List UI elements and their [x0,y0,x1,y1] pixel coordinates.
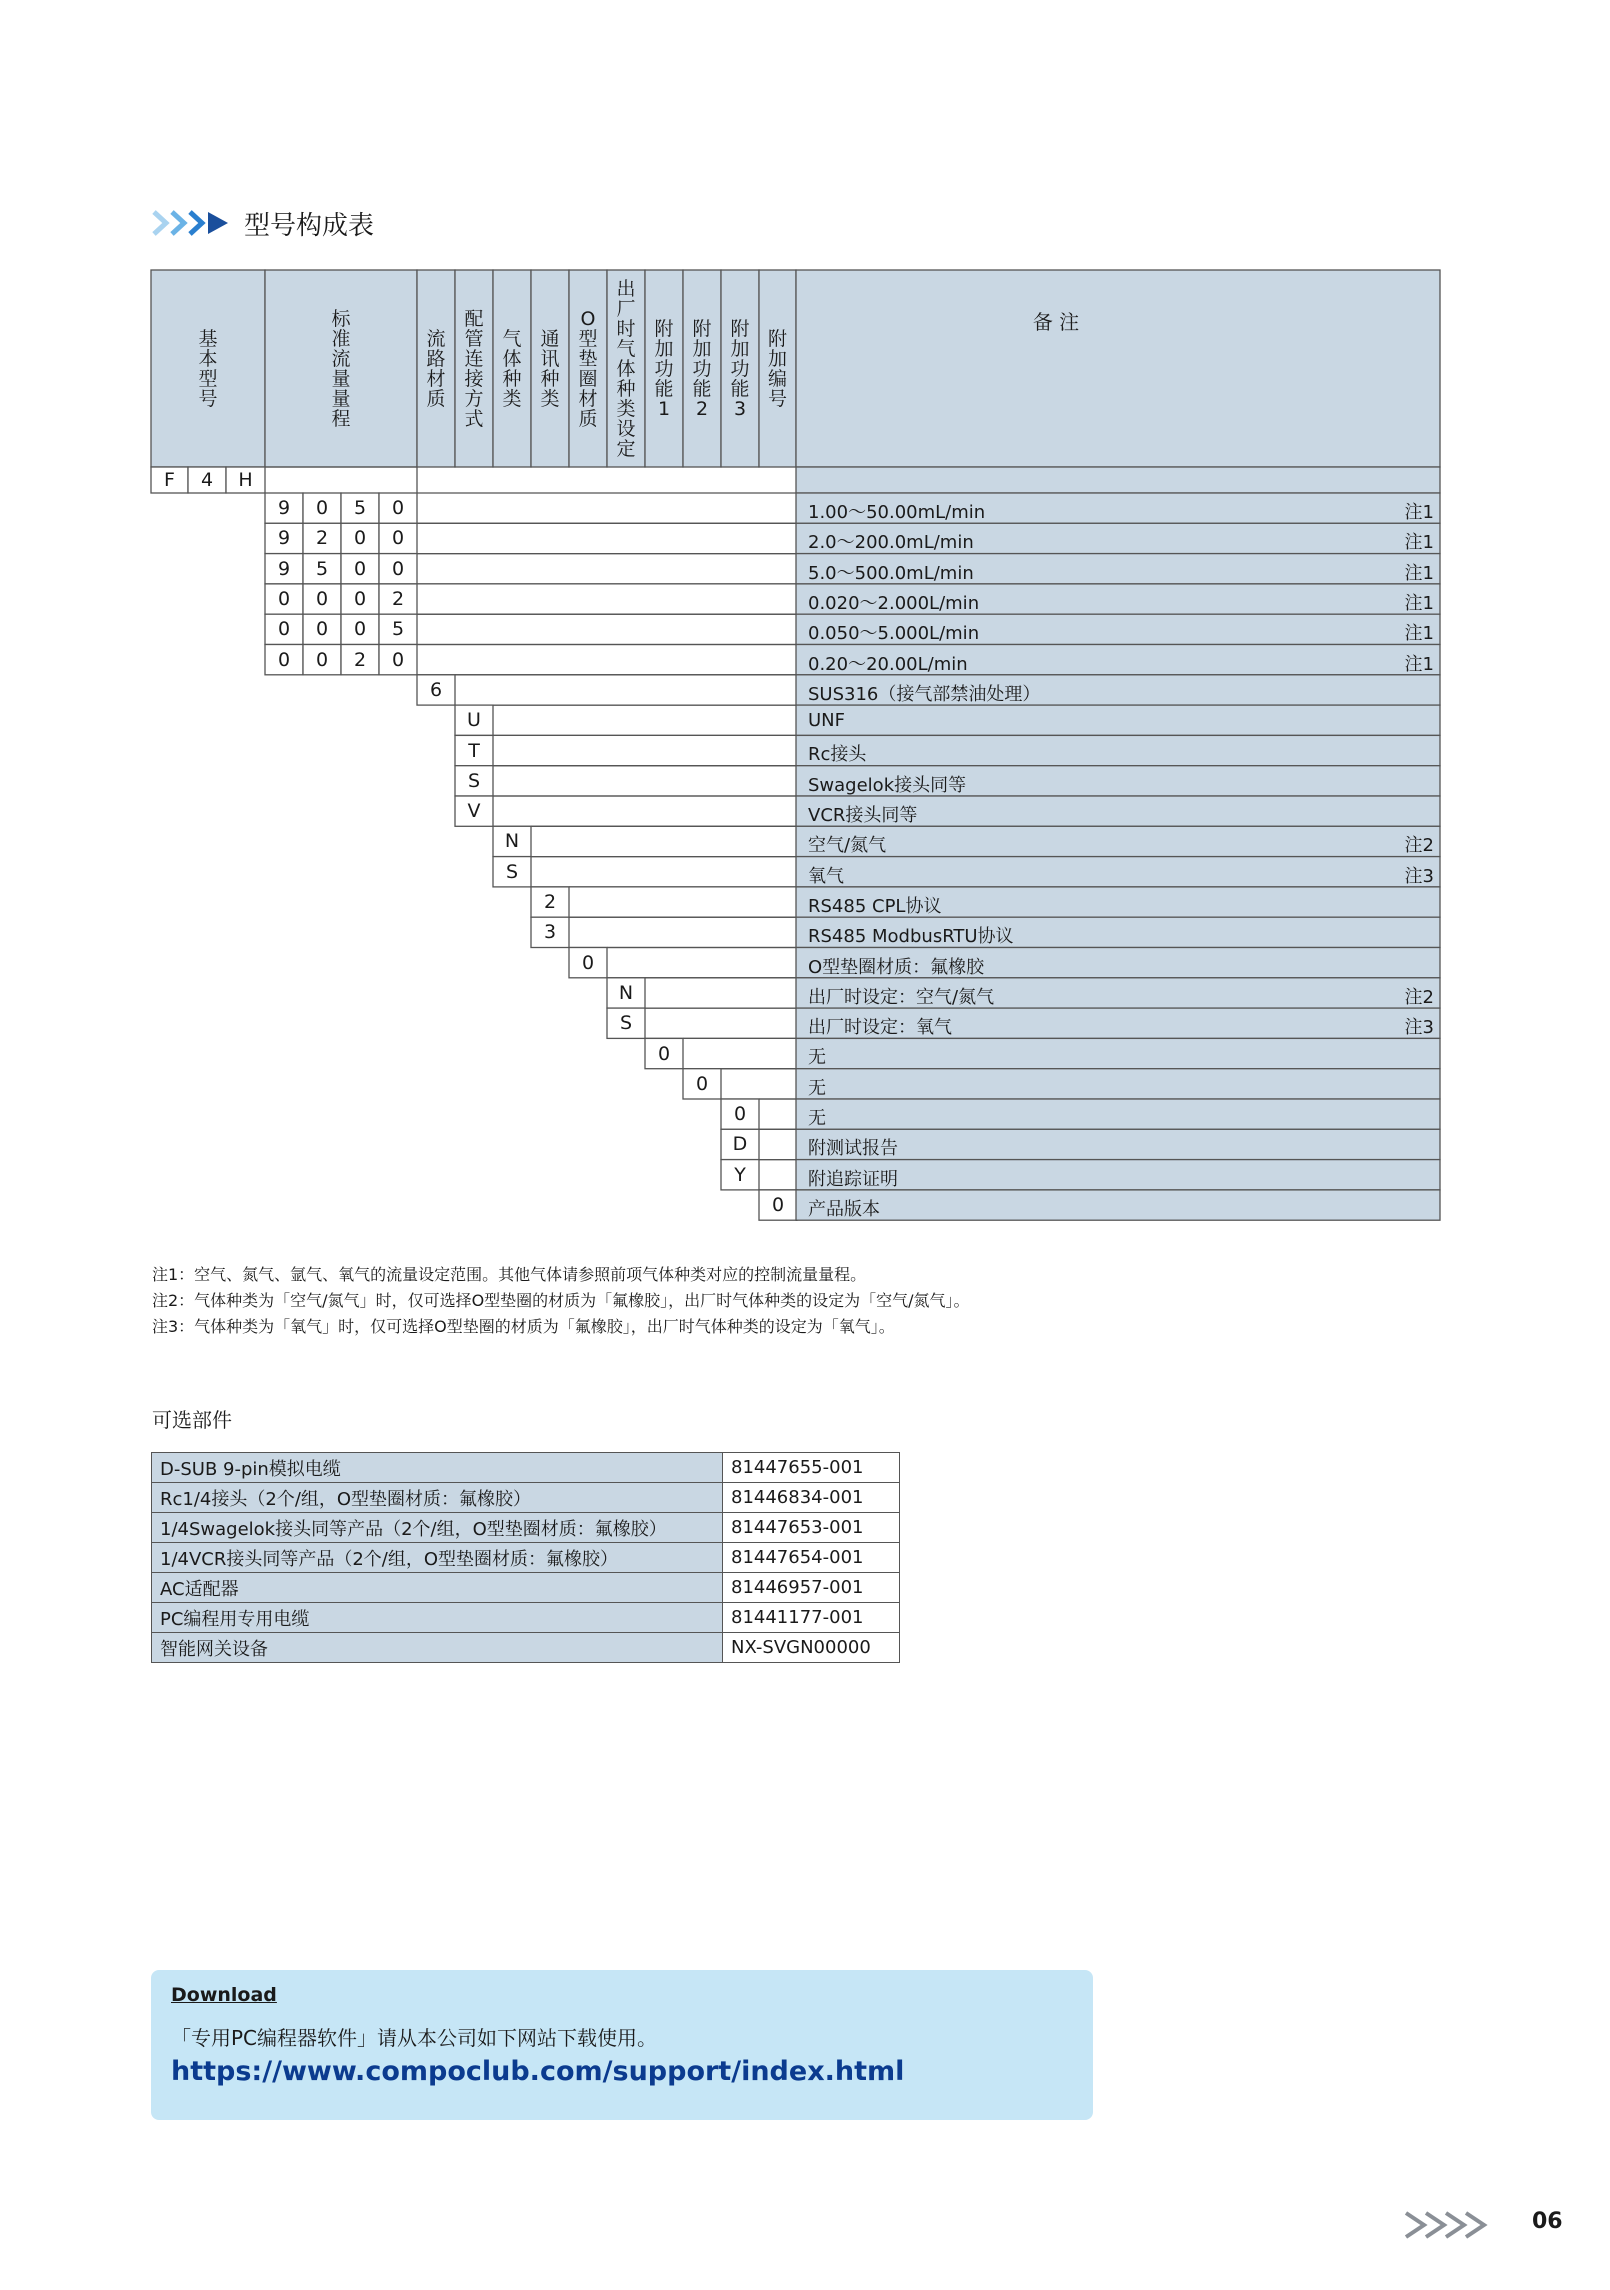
header-label: 附 加 功 能 1 [654,317,674,420]
header-label: 附 加 功 能 2 [692,317,712,420]
code-char: S [467,769,481,792]
part-number: NX-SVGN00000 [723,1633,900,1663]
footnote-2: 注2：气体种类为「空气/氮气」时，仅可选择O型垫圈的材质为「氟橡胶」，出厂时气体种类的设定为「空气/氮气」。 [152,1291,970,1310]
code-char: 9 [277,557,291,580]
row-note: 注1 [1404,653,1434,675]
code-char: 0 [391,557,405,580]
footnote-3: 注3：气体种类为「氧气」时，仅可选择O型垫圈的材质为「氟橡胶」，出厂时气体种类的设定为「氧气」。 [152,1317,895,1336]
row-note: 注1 [1404,592,1434,614]
code-char: 0 [353,557,367,580]
table-row [152,1513,900,1543]
part-name: D-SUB 9-pin模拟电缆 [152,1453,723,1483]
header-h-comm [531,270,569,467]
header-h-conn [455,270,493,467]
header-h-add1 [645,270,683,467]
code-char: 5 [391,618,405,641]
download-heading: Download [171,1984,277,2006]
code-char: S [619,1012,633,1035]
row-remark: 5.0～500.0mL/min [808,562,974,584]
download-box [151,1970,1093,2120]
row-note: 注2 [1404,986,1434,1008]
table-row [152,1633,900,1663]
part-name: AC适配器 [152,1573,723,1603]
row-remark: SUS316（接气部禁油处理） [808,683,1041,705]
row-remark: 1.00～50.00mL/min [808,502,986,523]
remarks-cell [796,735,1440,765]
header-label: 附 加 功 能 3 [730,317,750,420]
header-label: 标 准 流 量 量 程 [331,307,351,430]
remarks-header: 备 注 [1032,309,1080,334]
header-h-factory [607,270,645,467]
code-char: 2 [543,891,557,914]
code-char: 0 [733,1103,747,1126]
header-label: 流 路 材 质 [426,327,446,410]
row-remark: UNF [808,710,845,732]
code-char: 0 [657,1042,671,1065]
header-label: 气 体 种 类 [502,327,522,410]
header-h-gas [493,270,531,467]
download-link[interactable]: https://www.compoclub.com/support/index.html [171,2056,905,2087]
part-number: 81446834-001 [723,1483,900,1513]
code-char: 0 [353,588,367,611]
code-char: 3 [543,921,557,944]
optional-parts-title: 可选部件 [152,1408,232,1432]
row-note: 注1 [1404,562,1434,584]
code-char: 0 [315,648,329,671]
row-remark: Swagelok接头同等 [808,774,967,796]
row-remark: 出厂时设定：空气/氮气 [808,986,995,1008]
code-char: 0 [391,527,405,550]
header-label: 基 本 型 号 [198,327,218,410]
code-char: 5 [315,557,329,580]
code-char: D [732,1133,748,1156]
header-h-mat [417,270,455,467]
code-char: V [467,800,481,823]
row-remark: 0.020～2.000L/min [808,592,980,614]
part-name: 智能网关设备 [152,1633,723,1663]
header-h-flow [265,270,417,467]
row-remark: Rc接头 [808,744,867,766]
code-char: U [467,709,481,732]
code-char: 9 [277,497,291,520]
code-char: 0 [353,527,367,550]
code-char: 0 [315,588,329,611]
remarks-cell [796,826,1440,856]
remarks-cell [796,467,1440,493]
header-h-addnum [759,270,796,467]
code-char: 0 [581,951,595,974]
table-row [152,1543,900,1573]
code-char: 0 [391,648,405,671]
row-remark: 0.20～20.00L/min [808,653,968,675]
header-label: O 型 垫 圈 材 质 [578,307,598,430]
row-note: 注1 [1404,623,1434,645]
part-name: Rc1/4接头（2个/组，O型垫圈材质：氟橡胶） [152,1483,723,1513]
row-remark: 产品版本 [808,1198,880,1220]
part-number: 81441177-001 [723,1603,900,1633]
header-h-add3 [721,270,759,467]
base-code-char: H [238,469,253,491]
part-number: 81447653-001 [723,1513,900,1543]
row-remark: 附追踪证明 [808,1168,898,1190]
optional-parts-table [151,1452,900,1663]
footer-chevron-icon [1402,2208,1502,2242]
footnote-1: 注1：空气、氮气、氩气、氧气的流量设定范围。其他气体请参照前项气体种类对应的控制流量量程。 [152,1265,867,1284]
header-label: 出 厂 时 气 体 种 类 设 定 [616,277,636,460]
page-number: 06 [1532,2209,1563,2234]
code-char: 0 [277,588,291,611]
code-char: 0 [391,497,405,520]
code-char: 0 [695,1072,709,1095]
download-text: 「专用PC编程器软件」请从本公司如下网站下载使用。 [171,2026,658,2050]
row-note: 注3 [1404,865,1434,887]
row-remark: VCR接头同等 [808,805,918,826]
code-char: 0 [771,1194,785,1217]
code-char: 0 [315,497,329,520]
code-char: T [468,739,480,762]
row-remark: 出厂时设定：氧气 [808,1017,952,1039]
remarks-cell [796,1069,1440,1099]
row-remark: 2.0～200.0mL/min [808,532,974,554]
row-note: 注3 [1404,1017,1434,1039]
header-label: 通 讯 种 类 [540,327,560,410]
code-char: Y [734,1163,746,1186]
row-remark: RS485 ModbusRTU协议 [808,926,1014,948]
row-remark: O型垫圈材质：氟橡胶 [808,956,985,978]
header-label: 配 管 连 接 方 式 [464,307,484,430]
row-remark: 0.050～5.000L/min [808,623,980,645]
row-remark: 附测试报告 [808,1138,898,1160]
row-remark: 空气/氮气 [808,835,887,857]
header-label: 附 加 编 号 [767,327,787,410]
row-remark: 无 [808,1047,826,1069]
remarks-cell [796,1099,1440,1129]
code-char: 0 [277,618,291,641]
header-h-oring [569,270,607,467]
table-row [152,1603,900,1633]
part-name: 1/4Swagelok接头同等产品（2个/组，O型垫圈材质：氟橡胶） [152,1513,723,1543]
code-char: 0 [277,648,291,671]
row-note: 注1 [1404,502,1434,523]
row-remark: RS485 CPL协议 [808,895,942,917]
section-title: 型号构成表 [244,210,375,241]
table-row [152,1573,900,1603]
code-char: 2 [315,527,329,550]
table-row [152,1453,900,1483]
part-number: 81446957-001 [723,1573,900,1603]
part-name: 1/4VCR接头同等产品（2个/组，O型垫圈材质：氟橡胶） [152,1543,723,1573]
code-char: 2 [353,648,367,671]
base-code-char: F [164,469,175,491]
part-number: 81447654-001 [723,1543,900,1573]
code-char: 0 [315,618,329,641]
row-remark: 氧气 [808,865,844,887]
table-row [152,1483,900,1513]
code-char: 9 [277,527,291,550]
code-char: N [618,981,634,1004]
remarks-cell [796,1038,1440,1068]
code-char: 5 [353,497,367,520]
part-number: 81447655-001 [723,1453,900,1483]
remarks-cell [796,857,1440,887]
code-char: 2 [391,588,405,611]
header-h-base [151,270,265,467]
code-char: 6 [429,678,443,701]
remarks-cell [796,1190,1440,1220]
row-note: 注1 [1404,532,1434,554]
header-h-add2 [683,270,721,467]
code-char: S [505,860,519,883]
row-remark: 无 [808,1108,826,1129]
remarks-cell [796,705,1440,735]
part-name: PC编程用专用电缆 [152,1603,723,1633]
row-remark: 无 [808,1077,826,1099]
base-code-char: 4 [200,469,214,491]
code-char: N [504,830,520,853]
row-note: 注2 [1404,835,1434,857]
code-char: 0 [353,618,367,641]
